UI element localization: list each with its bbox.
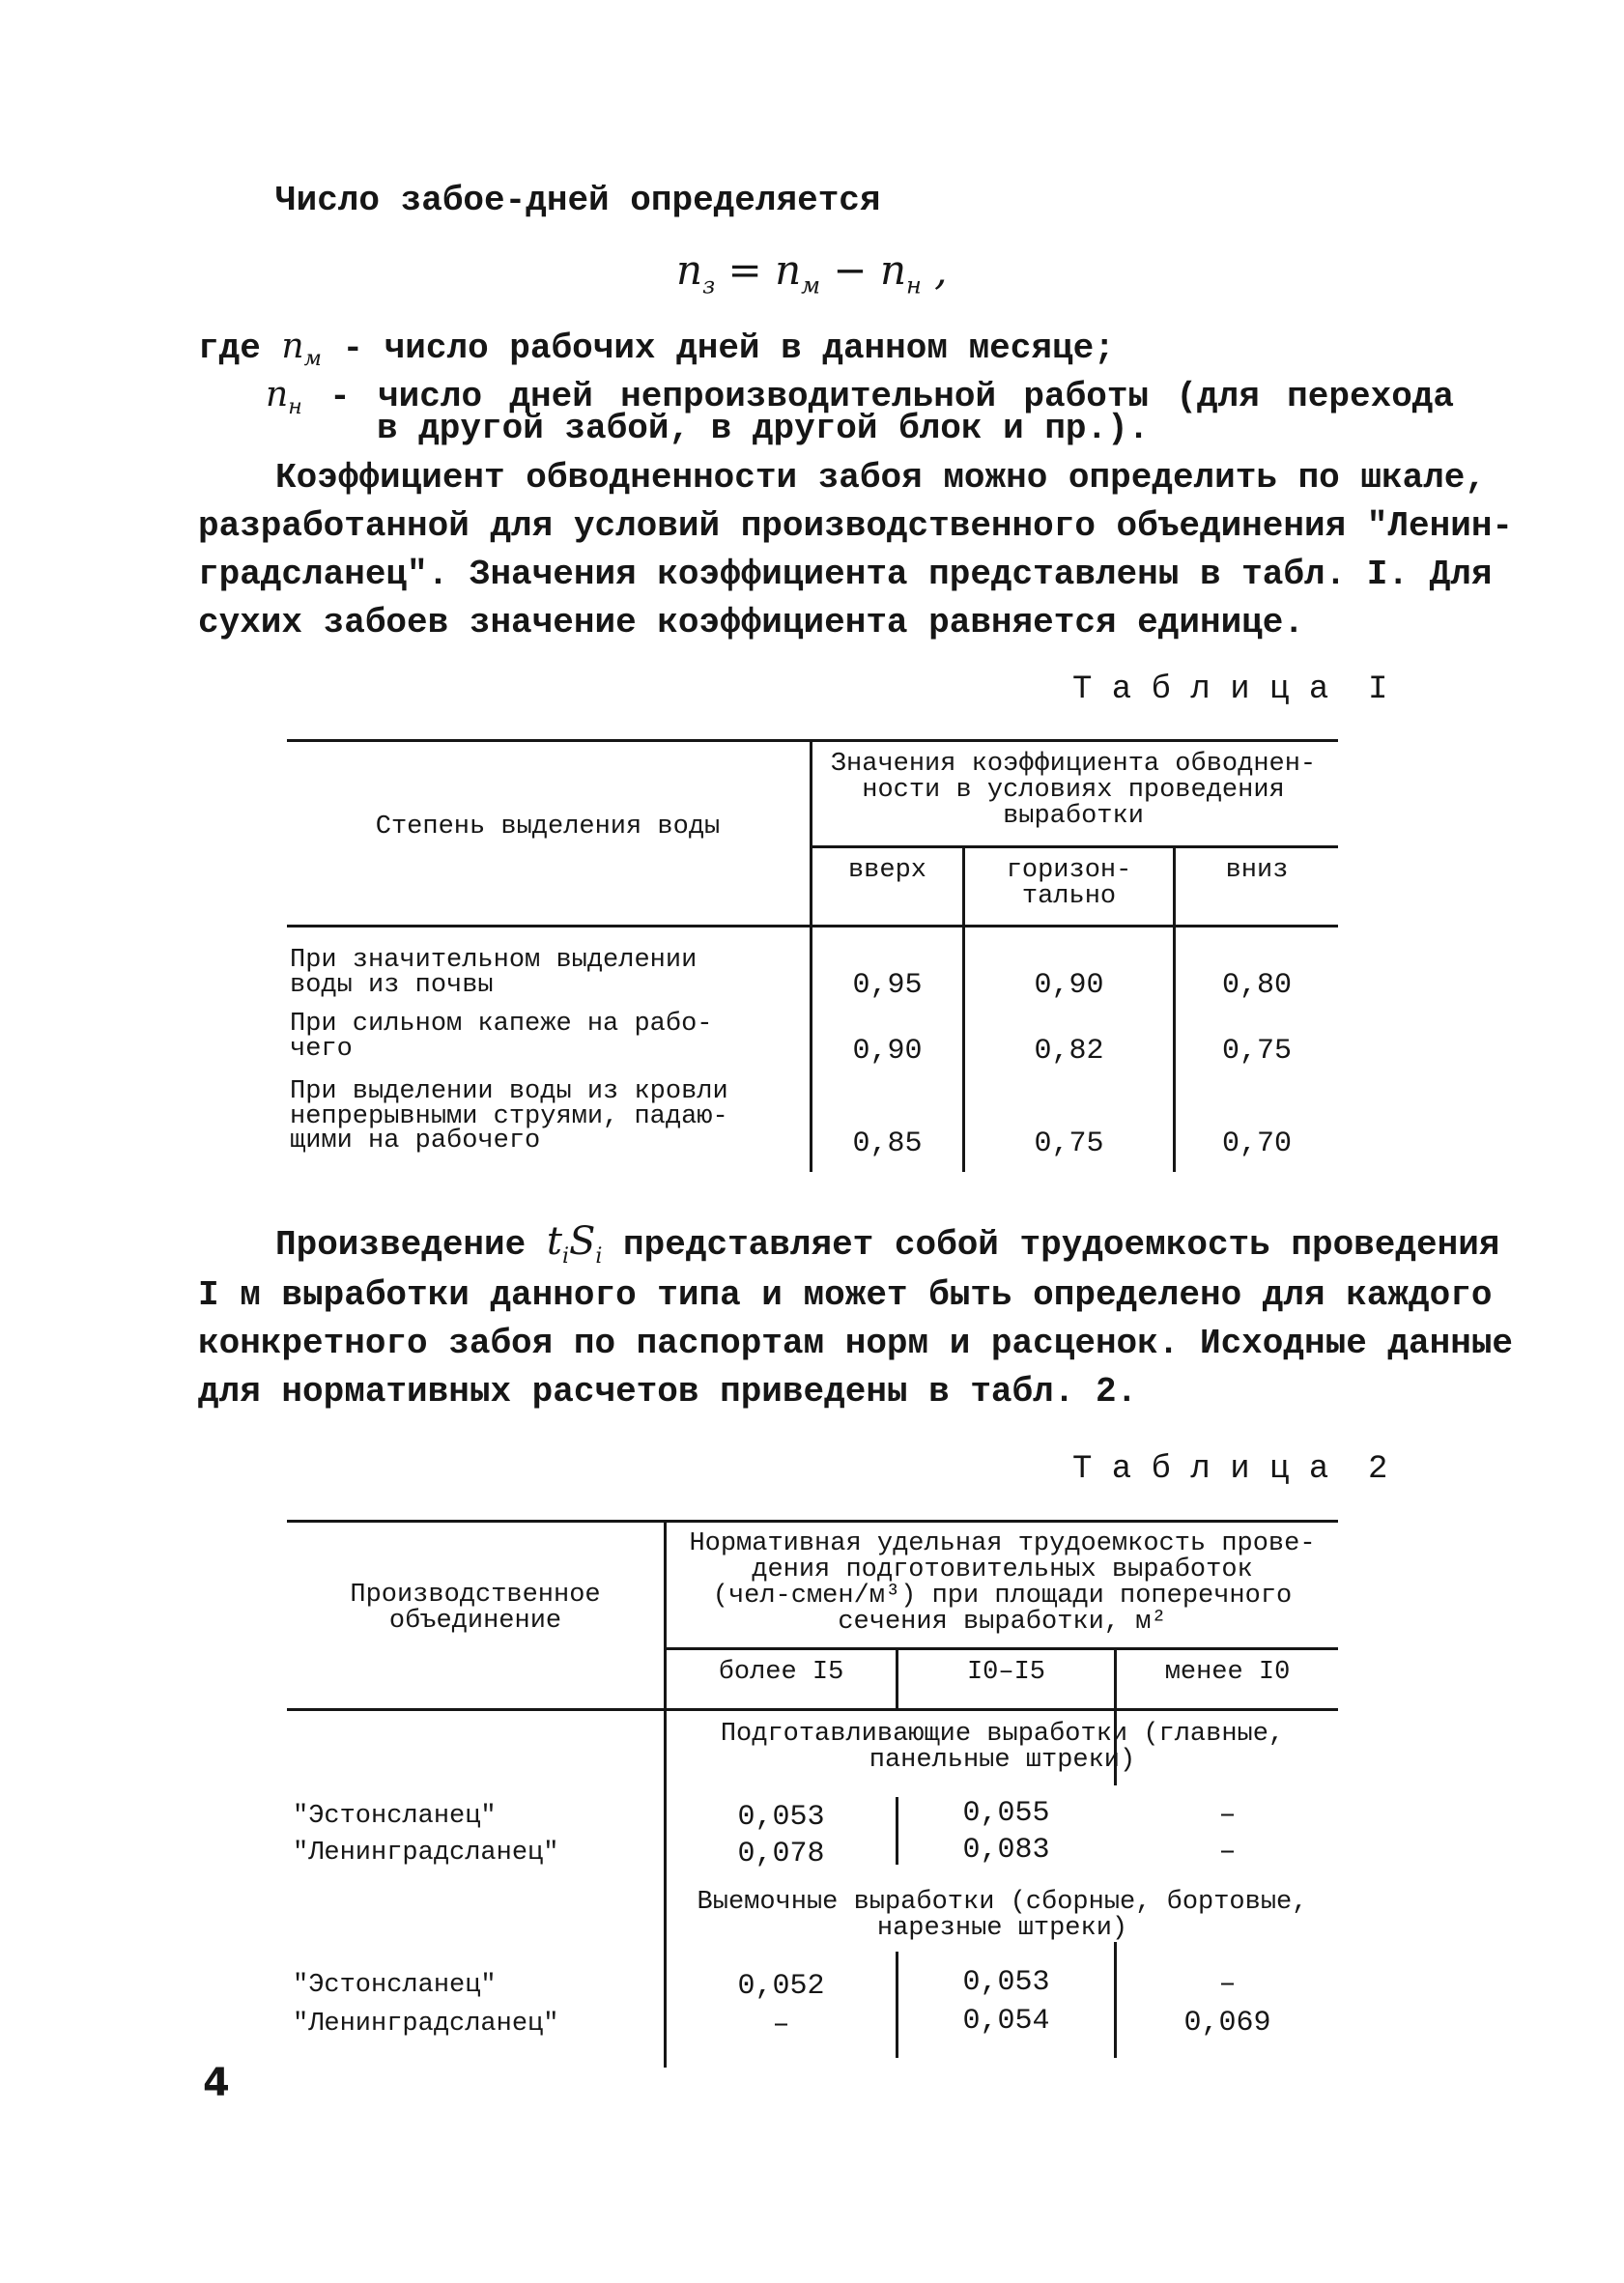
table1-sub-divider-2 — [1173, 845, 1176, 1172]
para2-line-1-rest: представляет собой трудоемкость проведения — [623, 1225, 1500, 1265]
para2-line-3: конкретного забоя по паспортам норм и расценок. Исходные данные — [198, 1324, 1514, 1363]
table1-header-rule — [287, 925, 1338, 927]
table1-row2-down: 0,75 — [1221, 1035, 1292, 1068]
table2-s1-row2-over-15: 0,078 — [737, 1838, 825, 1870]
table2-sub-header-10-15: I0–I5 — [966, 1658, 1045, 1687]
table2-s1-row1-over-15: 0,053 — [737, 1801, 825, 1834]
table2-sub-header-over-15: более I5 — [718, 1658, 844, 1687]
para2-symbol-s-sub: i — [595, 1244, 603, 1269]
formula-term1: n — [775, 246, 802, 294]
formula-lhs: n — [676, 246, 703, 294]
table2-section-1-title — [667, 1722, 1338, 1774]
para2-line-4: для нормативных расчетов приведены в табл. 2. — [198, 1372, 1138, 1412]
page-number: 4 — [203, 2061, 230, 2105]
table-row: "Ленинградсланец" — [293, 1839, 559, 1868]
table1-row2-up: 0,90 — [852, 1035, 923, 1068]
table2-col-left-header-l1: Производственное — [350, 1581, 601, 1610]
table1-row1-label-l1: При значительном выделении — [290, 946, 698, 975]
formula-equals: = — [715, 246, 776, 294]
table2-group-rule — [664, 1647, 1338, 1650]
table-row — [290, 1010, 807, 1064]
where-line-2-cont: в другой забой, в другой блок и пр.). — [377, 409, 1150, 448]
table-row: "Эстонсланец" — [293, 1802, 497, 1831]
table2-group-header-l4: сечения выработки, м² — [838, 1608, 1167, 1637]
table2-group-header-l3: (чел-смен/м³) при площади поперечного — [712, 1582, 1293, 1611]
table1-row3-down: 0,70 — [1221, 1127, 1292, 1160]
table2-s1-row2-10-15: 0,083 — [962, 1834, 1050, 1867]
table1-row3-label-l2: непрерывными струями, падаю- — [290, 1101, 728, 1131]
formula-term2-sub: н — [906, 271, 922, 300]
where-symbol-1: n — [281, 327, 304, 366]
table2-section-1-title-l2: панельные штреки) — [869, 1746, 1136, 1775]
table1-group-header-l1: Значения коэффициента обводнен- — [830, 750, 1317, 779]
table2-col-left-header — [287, 1583, 664, 1635]
para2-symbol-t: t — [546, 1219, 562, 1264]
table2-s2-row1-over-15: 0,052 — [737, 1970, 825, 2003]
table2-section-2-title-l2: нарезные штреки) — [876, 1914, 1128, 1943]
para1-line-3: градсланец". Значения коэффициента представлены в табл. I. Для — [198, 555, 1493, 594]
table1-row3-up: 0,85 — [852, 1127, 923, 1160]
table2-s1-row1-under-10: – — [1218, 1799, 1237, 1832]
table1-group-header — [812, 752, 1334, 830]
table1-caption: Т а б л и ц а I — [1072, 671, 1388, 708]
table1-row3-label-l3: щими на рабочего — [290, 1127, 541, 1156]
para2-line-2: I м выработки данного типа и может быть определено для каждого — [198, 1275, 1493, 1315]
where-text-2: - число дней непроизводительной работы (для перехода — [329, 377, 1454, 416]
table2-section-2-title — [667, 1890, 1338, 1942]
where-symbol-2: n — [266, 375, 289, 414]
table-row: "Эстонсланец" — [293, 1971, 497, 2000]
where-line-1 — [198, 327, 1115, 371]
table2-caption: Т а б л и ц а 2 — [1072, 1451, 1388, 1488]
table2-s2-row2-10-15: 0,054 — [962, 2005, 1050, 2038]
table1-row2-label-l1: При сильном капеже на рабо- — [290, 1010, 713, 1039]
table1-col-left-header: Степень выделения воды — [375, 813, 721, 842]
formula — [676, 246, 948, 299]
table2-s2-row1-10-15: 0,053 — [962, 1966, 1050, 1999]
table2-col-left-header-l2: объединение — [388, 1607, 562, 1636]
table2-s2-row1-under-10: – — [1218, 1968, 1237, 2001]
para2-symbol-s: S — [568, 1219, 596, 1264]
table1-sub-header-down: вниз — [1225, 856, 1289, 885]
table2-s1-row2-under-10: – — [1218, 1836, 1237, 1869]
table1-group-header-l2: ности в условиях проведения — [862, 776, 1285, 805]
table2-group-header-l1: Нормативная удельная трудоемкость прове- — [689, 1529, 1316, 1558]
table1-group-rule — [810, 845, 1338, 848]
table1-sub-header-up: вверх — [847, 856, 926, 885]
table2-sub-header-under-10: менее I0 — [1164, 1658, 1291, 1687]
table1-top-rule — [287, 739, 1338, 742]
table1-sub-header-horizontal-l2: тально — [1021, 882, 1117, 911]
formula-term2: n — [879, 246, 906, 294]
table-row — [290, 946, 807, 1000]
table-row: "Ленинградсланец" — [293, 2010, 559, 2039]
table2-s2-row2-over-15: – — [772, 2009, 790, 2041]
para2-symbol-t-sub: i — [561, 1244, 569, 1269]
formula-lhs-sub: з — [702, 271, 716, 300]
table2-top-rule — [287, 1520, 1338, 1523]
formula-minus: − — [820, 246, 880, 294]
table2-group-header — [667, 1531, 1338, 1636]
table1-row3-horizontal: 0,75 — [1034, 1127, 1104, 1160]
table1-row3-label-l1: При выделении воды из кровли — [290, 1077, 728, 1106]
table1-row1-up: 0,95 — [852, 969, 923, 1002]
formula-tail: , — [921, 246, 948, 294]
where-text-1: - число рабочих дней в данном месяце; — [342, 328, 1115, 368]
table1-row2-label-l2: чего — [290, 1034, 353, 1064]
table2-section-1-title-l1: Подготавливающие выработки (главные, — [720, 1720, 1285, 1749]
table1-row2-horizontal: 0,82 — [1034, 1035, 1104, 1068]
intro-line: Число забое-дней определяется — [275, 181, 881, 220]
para2-line-1 — [275, 1219, 1500, 1269]
para1-line-1: Коэффициент обводненности забоя можно определить по шкале, — [275, 458, 1487, 498]
table2-s2-row2-under-10: 0,069 — [1183, 2007, 1271, 2040]
table2-section-2-title-l1: Выемочные выработки (сборные, бортовые, — [697, 1888, 1308, 1917]
where-prefix: где — [198, 328, 261, 368]
table1-row1-down: 0,80 — [1221, 969, 1292, 1002]
table1-sub-header-horizontal — [965, 858, 1173, 910]
para1-line-4: сухих забоев значение коэффициента равняется единице. — [198, 603, 1304, 642]
table1-row1-label-l2: воды из почвы — [290, 970, 494, 1000]
table2-header-rule — [287, 1708, 1338, 1711]
table-row — [290, 1077, 807, 1156]
table2-group-header-l2: дения подготовительных выработок — [752, 1555, 1253, 1584]
table1-sub-header-horizontal-l1: горизон- — [1006, 856, 1132, 885]
formula-term1-sub: м — [801, 271, 821, 300]
para2-word-product: Произведение — [275, 1225, 527, 1265]
table1-row1-horizontal: 0,90 — [1034, 969, 1104, 1002]
where-symbol-2-sub: н — [288, 395, 302, 420]
table1-group-header-l3: выработки — [1003, 802, 1144, 831]
where-symbol-1-sub: м — [303, 347, 322, 372]
para1-line-2: разработанной для условий производственного объединения "Ленин- — [198, 506, 1514, 546]
table2-s1-row1-10-15: 0,055 — [962, 1797, 1050, 1830]
